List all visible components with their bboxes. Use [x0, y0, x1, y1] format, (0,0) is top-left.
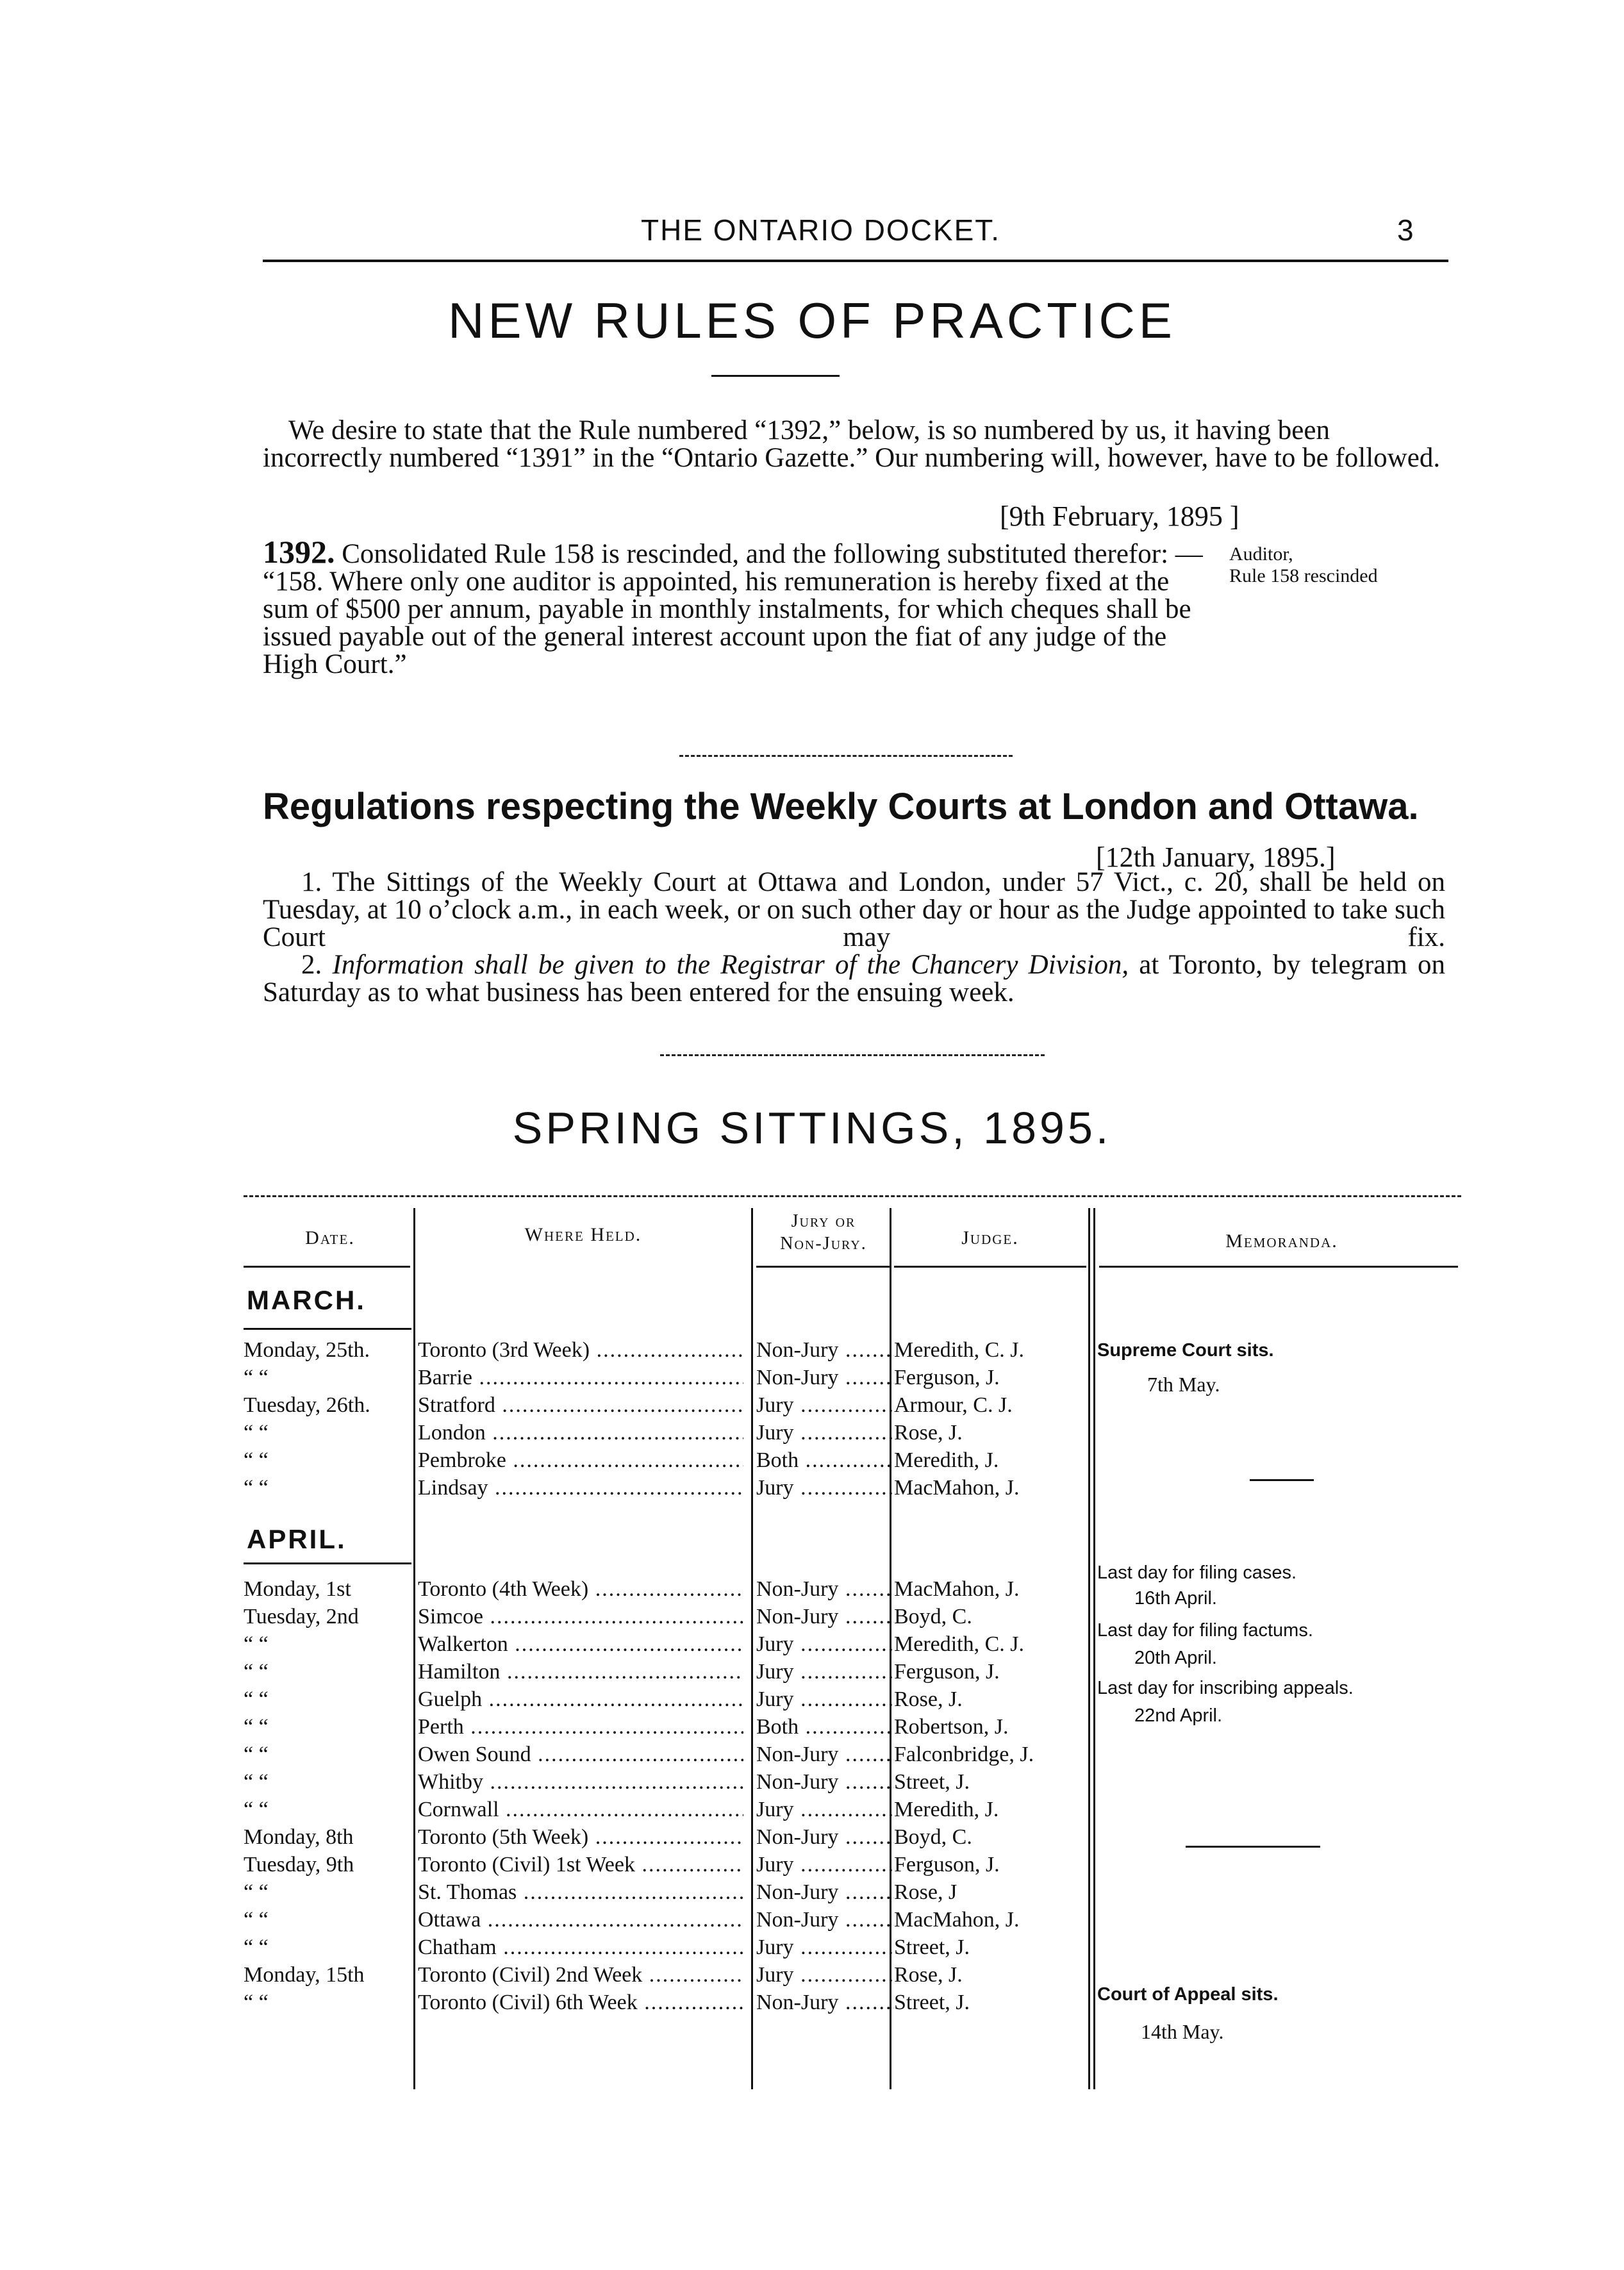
cell-judge: Ferguson, J. — [894, 1366, 1000, 1389]
page-number: 3 — [1397, 213, 1414, 247]
cell-where-held: Barrie ..... — [418, 1364, 743, 1392]
regulations-date: [12th January, 1895.] — [1096, 841, 1336, 873]
table-row — [0, 1419, 1090, 1447]
cell-jury: Non-Jury ..... — [756, 1603, 894, 1631]
cell-date: “ “ — [244, 1743, 269, 1766]
table-row — [0, 1741, 1090, 1769]
cell-where-held: Toronto (5th Week) ..... — [418, 1823, 743, 1852]
header-rule — [263, 260, 1448, 262]
cell-where-held: Guelph ..... — [418, 1686, 743, 1714]
column-header-jury-line-2: Non-Jury. — [780, 1234, 867, 1254]
cell-judge: MacMahon, J. — [894, 1577, 1020, 1601]
table-row — [0, 1603, 1090, 1631]
table-row — [0, 1336, 1090, 1364]
rule-1392 — [263, 534, 1218, 679]
cell-jury: Jury ..... — [756, 1851, 894, 1879]
cell-judge: Robertson, J. — [894, 1715, 1009, 1739]
memo-filing-factums-date: 20th April. — [1134, 1648, 1217, 1668]
cell-date: Monday, 8th — [244, 1825, 354, 1849]
cell-judge: Meredith, J. — [894, 1448, 999, 1472]
cell-jury: Non-Jury ..... — [756, 1575, 894, 1603]
cell-judge: MacMahon, J. — [894, 1908, 1020, 1932]
cell-where-held: London ..... — [418, 1419, 743, 1447]
cell-date: “ “ — [244, 1715, 269, 1739]
memo-court-of-appeal-date: 14th May. — [1141, 2020, 1224, 2043]
month-rule — [244, 1562, 411, 1564]
cell-where-held: Lindsay ..... — [418, 1474, 743, 1502]
cell-where-held: St. Thomas ..... — [418, 1878, 743, 1907]
cell-jury: Jury ..... — [756, 1419, 894, 1447]
cell-where-held: Ottawa ..... — [418, 1906, 743, 1934]
cell-where-held: Perth ..... — [418, 1713, 743, 1741]
table-row — [0, 1575, 1090, 1603]
cell-judge: Meredith, J. — [894, 1798, 999, 1821]
cell-judge: Boyd, C. — [894, 1605, 972, 1628]
table-top-rule — [244, 1195, 1461, 1197]
header-underline — [756, 1266, 891, 1268]
cell-where-held: Owen Sound ..... — [418, 1741, 743, 1769]
memo-inscribing-appeals-date: 22nd April. — [1134, 1705, 1223, 1726]
running-title: THE ONTARIO DOCKET. — [641, 213, 1001, 247]
cell-where-held: Chatham ..... — [418, 1934, 743, 1962]
column-header-memoranda: Memoranda. — [1225, 1230, 1338, 1252]
cell-date: “ “ — [244, 1687, 269, 1711]
header-underline — [244, 1266, 410, 1268]
cell-jury: Jury ..... — [756, 1630, 894, 1659]
table-row — [0, 1823, 1090, 1852]
table-row — [0, 1713, 1090, 1741]
section-heading-new-rules: NEW RULES OF PRACTICE — [448, 292, 1176, 349]
section-heading-spring-sittings: SPRING SITTINGS, 1895. — [512, 1103, 1112, 1153]
cell-where-held: Toronto (3rd Week) ..... — [418, 1336, 743, 1364]
cell-jury: Non-Jury ..... — [756, 1989, 894, 2017]
cell-where-held: Toronto (Civil) 6th Week ..... — [418, 1989, 743, 2017]
cell-where-held: Toronto (Civil) 2nd Week ..... — [418, 1961, 743, 1989]
table-row — [0, 1364, 1090, 1392]
memo-filing-cases-date: 16th April. — [1134, 1588, 1217, 1609]
cell-jury: Non-Jury ..... — [756, 1741, 894, 1769]
regulation-item-2 — [263, 951, 1445, 1006]
cell-judge: Meredith, C. J. — [894, 1338, 1025, 1362]
cell-jury: Jury ..... — [756, 1391, 894, 1420]
divider — [679, 755, 1013, 757]
month-label-march: MARCH. — [247, 1285, 366, 1315]
table-row — [0, 1658, 1090, 1686]
table-row — [0, 1391, 1090, 1420]
cell-judge: Meredith, C. J. — [894, 1632, 1025, 1656]
cell-jury: Jury ..... — [756, 1796, 894, 1824]
cell-where-held: Whitby ..... — [418, 1768, 743, 1796]
cell-jury: Both ..... — [756, 1446, 894, 1475]
divider — [711, 375, 840, 377]
divider — [660, 1054, 1045, 1056]
table-row — [0, 1446, 1090, 1475]
margin-note-line-1: Auditor, — [1229, 543, 1293, 565]
table-row — [0, 1961, 1090, 1989]
table-row — [0, 1686, 1090, 1714]
cell-judge: Street, J. — [894, 1935, 970, 1959]
cell-where-held: Cornwall ..... — [418, 1796, 743, 1824]
notice-paragraph: We desire to state that the Rule numbered “1392,” below, is so numbered by us, it having been incorrectly numbered “1391” in the “Ontario Gazette.” Our numbering will, however, have to be followed. — [263, 415, 1441, 473]
cell-date: Tuesday, 9th — [244, 1853, 354, 1876]
cell-jury: Non-Jury ..... — [756, 1364, 894, 1392]
table-row — [0, 1474, 1090, 1502]
cell-where-held: Walkerton ..... — [418, 1630, 743, 1659]
month-rule — [244, 1328, 411, 1330]
table-row — [0, 1906, 1090, 1934]
section-heading-regulations: Regulations respecting the Weekly Courts at London and Ottawa. — [263, 786, 1419, 827]
regulation-item-2-number: 2. — [301, 950, 333, 980]
cell-judge: Rose, J. — [894, 1963, 963, 1987]
cell-judge: Rose, J — [894, 1880, 957, 1904]
cell-date: Monday, 25th. — [244, 1338, 370, 1362]
cell-date: “ “ — [244, 1476, 269, 1500]
memo-supreme-court-date: 7th May. — [1147, 1373, 1220, 1396]
cell-jury: Non-Jury ..... — [756, 1823, 894, 1852]
rule-number: 1392. — [263, 534, 335, 570]
cell-judge: Ferguson, J. — [894, 1853, 1000, 1876]
cell-jury: Jury ..... — [756, 1961, 894, 1989]
cell-date: “ “ — [244, 1632, 269, 1656]
cell-date: “ “ — [244, 1798, 269, 1821]
cell-date: “ “ — [244, 1421, 269, 1445]
table-row — [0, 1851, 1090, 1879]
column-header-where-held: Where Held. — [524, 1224, 642, 1245]
table-row — [0, 1934, 1090, 1962]
table-row — [0, 1989, 1090, 2017]
cell-date: “ “ — [244, 1991, 269, 2014]
column-header-jury-line-1: Jury or — [791, 1211, 856, 1231]
memo-court-of-appeal: Court of Appeal sits. — [1097, 1984, 1279, 2005]
table-row — [0, 1768, 1090, 1796]
margin-note — [1229, 543, 1378, 587]
notice-date: [9th February, 1895 ] — [1000, 501, 1239, 532]
memo-inscribing-appeals: Last day for inscribing appeals. — [1097, 1678, 1354, 1698]
cell-date: “ “ — [244, 1880, 269, 1904]
memo-divider — [1250, 1479, 1314, 1481]
memo-supreme-court: Supreme Court sits. — [1097, 1340, 1274, 1361]
table-row — [0, 1630, 1090, 1659]
regulation-item-1: 1. The Sittings of the Weekly Court at Ottawa and London, under 57 Vict., c. 20, shall be held on Tuesday, at 10 o’clock a.m., in each week, or on such other day or hour as the Judge appointed to take such Court may fix. — [263, 867, 1445, 952]
cell-jury: Jury ..... — [756, 1658, 894, 1686]
cell-judge: Rose, J. — [894, 1687, 963, 1711]
regulations-body — [263, 868, 1445, 1006]
cell-date: “ “ — [244, 1448, 269, 1472]
cell-where-held: Toronto (4th Week) ..... — [418, 1575, 743, 1603]
month-label-april: APRIL. — [247, 1524, 347, 1554]
cell-where-held: Toronto (Civil) 1st Week ..... — [418, 1851, 743, 1879]
cell-date: Tuesday, 2nd — [244, 1605, 359, 1628]
cell-jury: Jury ..... — [756, 1474, 894, 1502]
column-header-date: Date. — [305, 1227, 355, 1248]
cell-date: Tuesday, 26th. — [244, 1393, 370, 1417]
cell-jury: Non-Jury ..... — [756, 1906, 894, 1934]
cell-judge: Falconbridge, J. — [894, 1743, 1034, 1766]
table-row — [0, 1796, 1090, 1824]
regulation-item-2-italic: Information shall be given to the Registrar of the Chancery Division, — [332, 950, 1129, 980]
cell-jury: Jury ..... — [756, 1934, 894, 1962]
cell-date: “ “ — [244, 1770, 269, 1794]
cell-date: “ “ — [244, 1908, 269, 1932]
cell-judge: Street, J. — [894, 1770, 970, 1794]
rule-text: Consolidated Rule 158 is rescinded, and the following substituted therefor: — “158. Where only one auditor is appointed, his remuneration is hereby fixed at the sum of $500 per annum, payable in monthly instalments, for which cheques shall be issued payable out of the general interest account upon the fiat of any judge of the High Court.” — [263, 539, 1203, 679]
cell-jury: Non-Jury ..... — [756, 1768, 894, 1796]
table-row — [0, 1878, 1090, 1907]
cell-where-held: Pembroke ..... — [418, 1446, 743, 1475]
cell-judge: Boyd, C. — [894, 1825, 972, 1849]
cell-jury: Jury ..... — [756, 1686, 894, 1714]
cell-date: Monday, 1st — [244, 1577, 351, 1601]
cell-judge: MacMahon, J. — [894, 1476, 1020, 1500]
memo-filing-factums: Last day for filing factums. — [1097, 1620, 1313, 1641]
header-underline — [1099, 1266, 1458, 1268]
cell-where-held: Hamilton ..... — [418, 1658, 743, 1686]
cell-judge: Street, J. — [894, 1991, 970, 2014]
header-underline — [894, 1266, 1086, 1268]
cell-judge: Rose, J. — [894, 1421, 963, 1445]
cell-date: “ “ — [244, 1660, 269, 1684]
cell-date: “ “ — [244, 1935, 269, 1959]
cell-where-held: Stratford ..... — [418, 1391, 743, 1420]
cell-jury: Non-Jury ..... — [756, 1336, 894, 1364]
cell-jury: Non-Jury ..... — [756, 1878, 894, 1907]
cell-where-held: Simcoe ..... — [418, 1603, 743, 1631]
cell-date: “ “ — [244, 1366, 269, 1389]
cell-judge: Armour, C. J. — [894, 1393, 1013, 1417]
memo-filing-cases: Last day for filing cases. — [1097, 1562, 1297, 1583]
cell-jury: Both ..... — [756, 1713, 894, 1741]
regulation-item-2-rest: at Toronto, by telegram on Saturday as to what business has been entered for the ensuing week. — [263, 950, 1445, 1007]
column-header-judge: Judge. — [961, 1227, 1019, 1248]
cell-judge: Ferguson, J. — [894, 1660, 1000, 1684]
margin-note-line-2: Rule 158 rescinded — [1229, 565, 1378, 586]
memo-divider — [1186, 1846, 1320, 1848]
cell-date: Monday, 15th — [244, 1963, 365, 1987]
